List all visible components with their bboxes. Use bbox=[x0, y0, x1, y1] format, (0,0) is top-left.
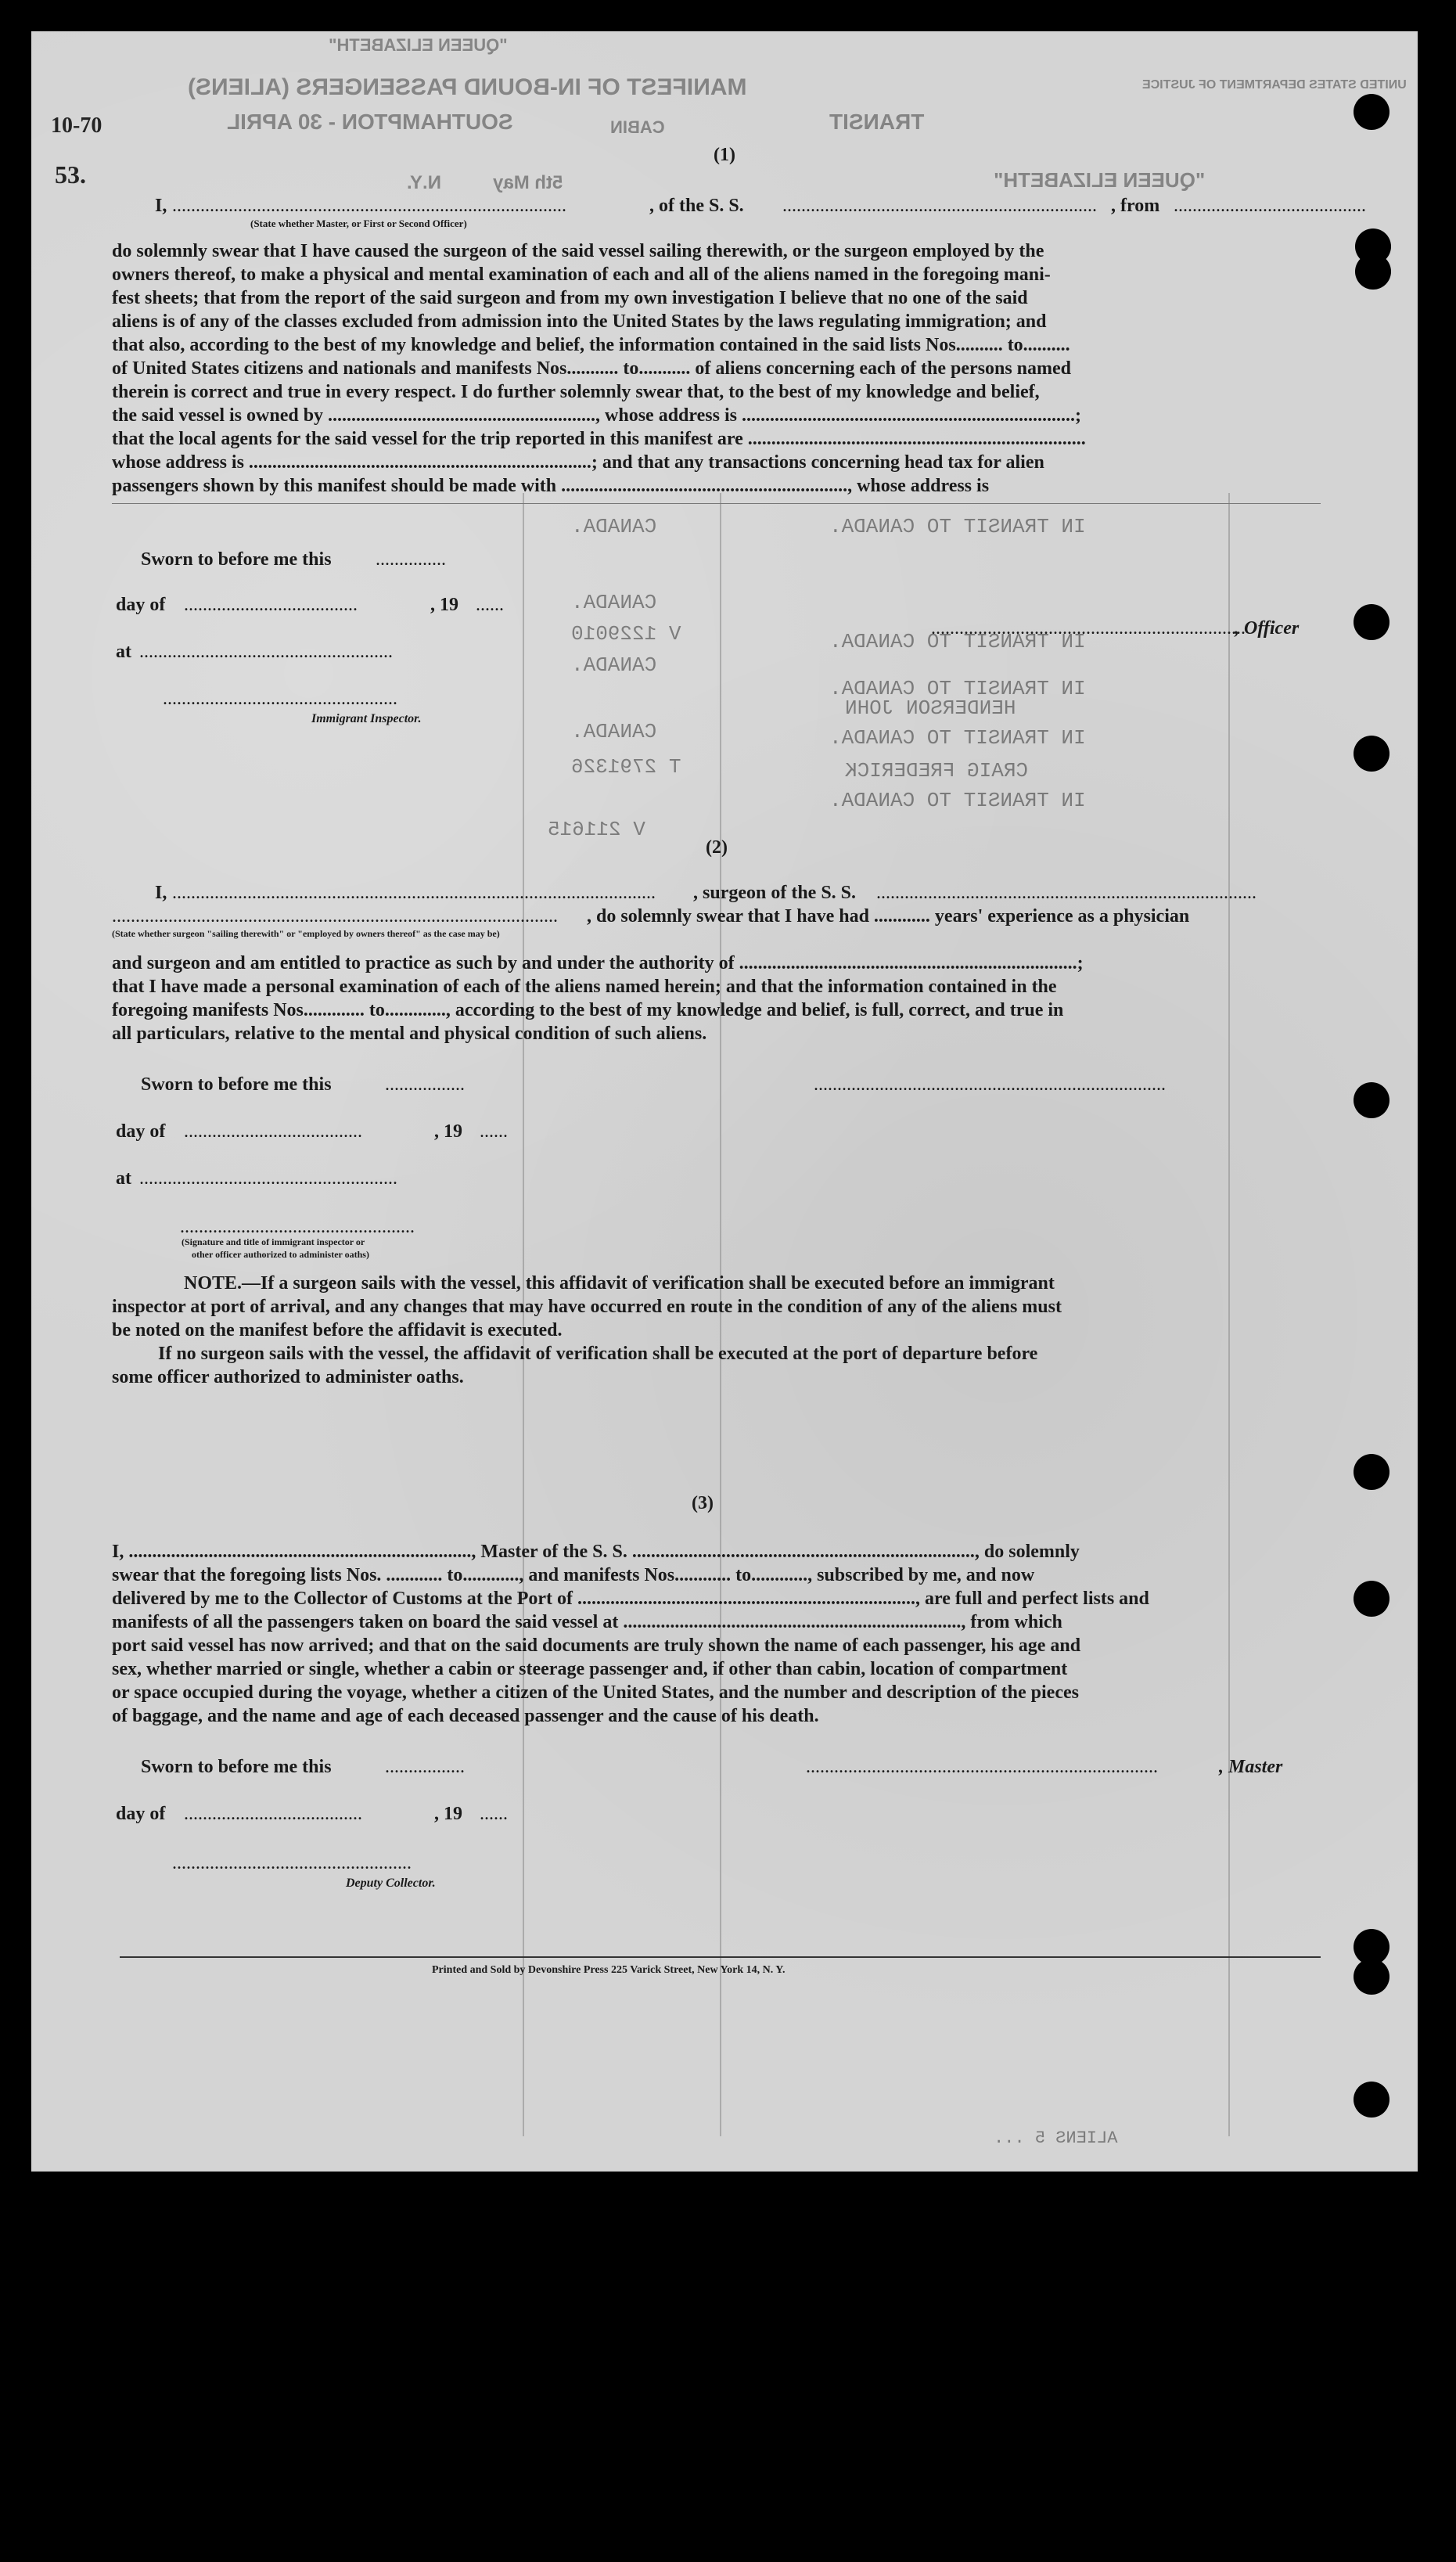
bleed-port-ny: N.Y. bbox=[407, 172, 442, 193]
punch-hole bbox=[1354, 604, 1389, 640]
bleed-entry: IN TRANSIT TO CANADA. bbox=[829, 630, 1086, 653]
section-3-year: , 19 bbox=[434, 1804, 462, 1824]
section-1-of-ss: , of the S. S. bbox=[649, 196, 744, 216]
margin-mark-2: 53. bbox=[55, 160, 86, 189]
section-3-sworn: Sworn to before me this bbox=[141, 1757, 332, 1777]
section-2-swear: , do solemnly swear that I have had ............ years' experience as a physician bbox=[587, 906, 1190, 927]
printer-line: Printed and Sold by Devonshire Press 225 Varick Street, New York 14, N. Y. bbox=[432, 1964, 786, 1976]
section-2-surgeon-of: , surgeon of the S. S. bbox=[693, 883, 857, 903]
punch-hole bbox=[1354, 1454, 1389, 1490]
bleed-entry: CANADA. bbox=[571, 653, 657, 677]
section-3-day-of: day of bbox=[116, 1804, 166, 1824]
bleed-ship-name: "QUEEN ELIZABETH" bbox=[329, 35, 508, 55]
bleed-class: CABIN bbox=[610, 117, 665, 137]
bleed-entry: IN TRANSIT TO CANADA. bbox=[829, 726, 1086, 750]
bleed-entry: IN TRANSIT TO CANADA. bbox=[829, 515, 1086, 538]
bleed-entry: CANADA. bbox=[571, 720, 657, 743]
section-1-day-of: day of bbox=[116, 595, 166, 615]
section-3-number: (3) bbox=[692, 1493, 714, 1513]
footer-rule bbox=[120, 1956, 1321, 1958]
margin-mark-1: 10-70 bbox=[51, 113, 102, 138]
section-1-from: , from bbox=[1111, 196, 1160, 216]
section-1-officer-note: (State whether Master, or First or Second Officer) bbox=[250, 218, 467, 229]
punch-hole bbox=[1354, 1959, 1389, 1995]
bleed-entry: V 211615 bbox=[548, 818, 645, 841]
bleed-entry: V 1229010 bbox=[571, 622, 681, 646]
section-1-sworn: Sworn to before me this bbox=[141, 549, 332, 570]
section-2-day-of: day of bbox=[116, 1121, 166, 1142]
section-2-number: (2) bbox=[706, 837, 728, 858]
section-2-sworn: Sworn to before me this bbox=[141, 1074, 332, 1095]
section-3-deputy: Deputy Collector. bbox=[346, 1877, 436, 1890]
bleed-date: 5th May bbox=[493, 172, 563, 193]
section-1-year: , 19 bbox=[430, 595, 458, 615]
section-2-sig-note-1: (Signature and title of immigrant inspector or bbox=[182, 1236, 365, 1247]
bleed-ship-name-2: "QUEEN ELIZABETH" bbox=[994, 168, 1206, 192]
bleed-port: SOUTHAMPTON - 30 APRIL bbox=[227, 110, 513, 134]
punch-hole bbox=[1354, 736, 1389, 772]
section-2-at: at bbox=[116, 1168, 131, 1189]
punch-hole bbox=[1354, 2082, 1389, 2118]
bleed-manifest-title: MANIFEST OF IN-BOUND PASSENGERS (ALIENS) bbox=[188, 74, 747, 100]
punch-hole bbox=[1354, 94, 1389, 130]
bleed-entry: T 2791326 bbox=[571, 755, 681, 779]
rule bbox=[112, 503, 1321, 504]
bottom-bleed: ALIENS 5 ... bbox=[994, 2128, 1118, 2148]
section-2-sig-note-2: other officer authorized to administer oaths) bbox=[192, 1249, 369, 1260]
bleed-entry: IN TRANSIT TO CANADA. bbox=[829, 789, 1086, 812]
bleed-entry: IN TRANSIT TO CANADA. bbox=[829, 677, 1086, 700]
section-2-year: , 19 bbox=[434, 1121, 462, 1142]
bleed-entry: CANADA. bbox=[571, 591, 657, 614]
section-1-inspector: Immigrant Inspector. bbox=[311, 712, 422, 725]
bleed-transit: TRANSIT bbox=[829, 110, 925, 134]
section-2-surgeon-note: (State whether surgeon "sailing therewith" or "employed by owners thereof" as the case may be) bbox=[112, 928, 500, 939]
bleed-entry: HENDERSON JOHN bbox=[845, 696, 1016, 720]
manifest-page: "QUEEN ELIZABETH" MANIFEST OF IN-BOUND PASSENGERS (ALIENS) SOUTHAMPTON - 30 APRIL CABIN TRANSIT UNITED STATES DEPARTMENT OF JUSTICE "QUEEN ELIZABETH" 5th May N.Y. 10-70 53. (1) I, .................................................................................... , of the S. S. ................................................................... , from ......................................... (State whether Master, or First or Second Officer) do solemnly swear that I have caused the surgeon of the said vessel sailing therewith, or the surgeon employed by the owners thereof, to make a physical and mental examination of each and all of the aliens named in the foregoing mani- fest sheets; that from the report of the said surgeon and from my own investigation I believe that no one of the said aliens is of any of the classes excluded from admission into the United States by the laws regulating immigration; and that also, according to the best of my knowledge and belief, the information contained in the said lists Nos.......... to.......... of United States citizens and nationals and manifests Nos........... to........... of aliens concerning each of the persons named therein is correct and true in every respect. I do further solemnly swear that, to the best of my knowledge and belief, the said vessel is owned by ........................................................., whose address is .......................................................................; that the local agents for the said vessel for the trip reported in this manifest are ........................................................................ whose address is .........................................................................; and that any transactions concerning head tax for alien passengers shown by this manifest should be made with ............................................................., whose address is IN TRANSIT TO CANADA. IN TRANSIT TO CANADA. IN TRANSIT TO CANADA. IN TRANSIT TO CANADA. IN TRANSIT TO CANADA. CANADA. CANADA. CANADA. CANADA. HENDERSON JOHN CRAIG FREDERICK V 1229010 T 2791326 V 211615 Sworn to before me this ............... day of ..................................... , 19 ...... ................................................................... , Officer at ...................................................... .................................................. Immigrant Inspector. (2) I, ....................................................................................................... , surgeon of the S. S. ................................................................................. ............................................................................................... , do solemnly swear that I have had ............ years' experience as a physician (State whether surgeon "sailing therewith" or "employed by owners thereof" as the case may be) and surgeon and am entitled to practice as such by and under the authority of ........................................................................; that I have made a personal examination of each of the aliens named herein; and that the information contained in the foregoing manifests Nos............. to............., according to the best of my knowledge and belief, is full, correct, and true in all particulars, relative to the mental and physical condition of such aliens. Sworn to before me this ................. ........................................................................... day of ...................................... , 19 ...... at ....................................................... .................................................. (Signature and title of immigrant inspector or other officer authorized to administer oaths) NOTE.—If a surgeon sails with the vessel, this affidavit of verification shall be executed before an immigrant inspector at port of arrival, and any changes that may have occurred en route in the condition of any of the aliens must be noted on the manifest before the affidavit is executed. If no surgeon sails with the vessel, the affidavit of verification shall be executed at the port of departure before some officer authorized to administer oaths. (3) I, ........................................................................., Master of the S. S. ........................................................................., do solemnly swear that the foregoing lists Nos. ............ to............, and manifests Nos............ to............, subscribed by me, and now delivered by me to the Collector of Customs at the Port of ........................................................................, are full and perfect lists and manifests of all the passengers taken on board the said vessel at ........................................................................, from which port said vessel has now arrived; and that on the said documents are truly shown the name of each passenger, his age and sex, whether married or single, whether a cabin or steerage passenger and, if other than cabin, location of compartment or space occupied during the voyage, whether a citizen of the United States, and the number and description of the pieces of baggage, and the name and age of each deceased passenger and the cause of his death. Sworn to before me this ................. ........................................................................... , Master day of ...................................... , 19 ...... ................................................... Deputy Collector. Printed and Sold by Devonshire Press 225 Varick Street, New York 14, N. Y. ALIENS 5 ... bbox=[31, 31, 1418, 2172]
punch-hole bbox=[1354, 1082, 1389, 1118]
section-3-master-label: , Master bbox=[1219, 1757, 1283, 1777]
section-1-at: at bbox=[116, 642, 131, 662]
bleed-department: UNITED STATES DEPARTMENT OF JUSTICE bbox=[1142, 78, 1407, 92]
bleed-entry: CANADA. bbox=[571, 515, 657, 538]
section-1-i-label: I, bbox=[155, 196, 167, 216]
bleed-entry: CRAIG FREDERICK bbox=[845, 759, 1029, 783]
punch-hole bbox=[1355, 254, 1391, 290]
punch-hole bbox=[1354, 1581, 1389, 1617]
section-1-number: (1) bbox=[714, 145, 735, 165]
section-1-officer-label: , Officer bbox=[1235, 618, 1300, 639]
section-2-i-label: I, bbox=[155, 883, 167, 903]
